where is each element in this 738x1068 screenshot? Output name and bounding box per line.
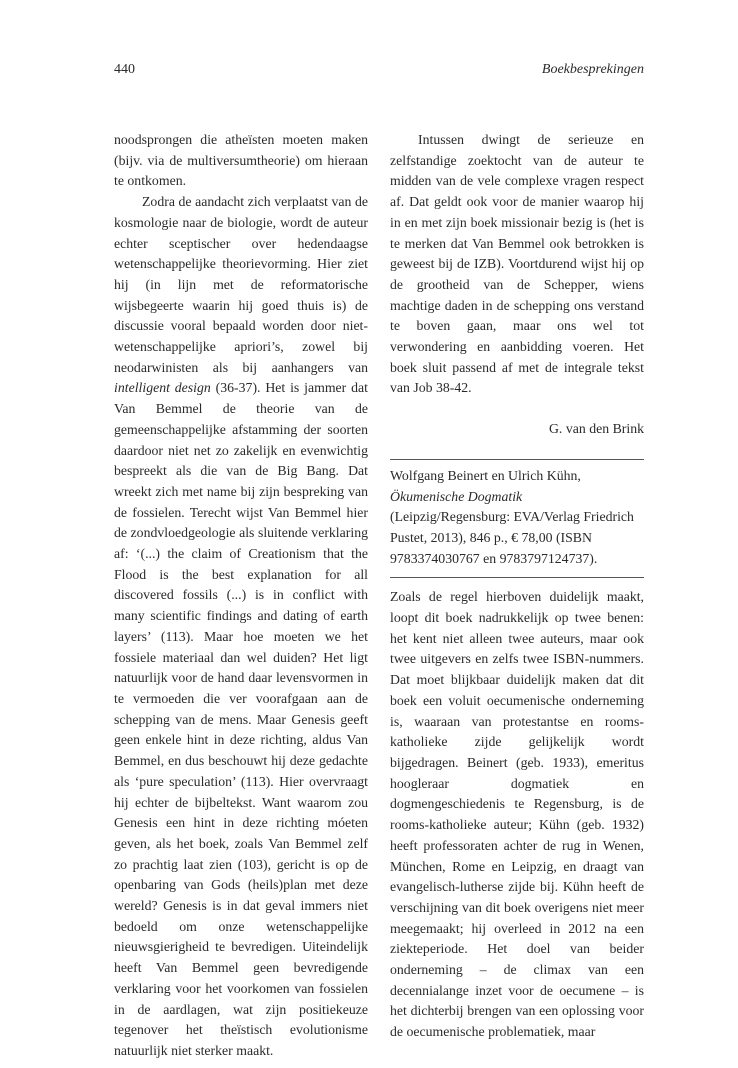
left-paragraph-2-part-b: (36-37). Het is jammer dat Van Bemmel de theorie van de gemeenschappelijke afstamming der soorten daardoor niet net zo zakelijk en evenwichtig bespreekt als die van de Big Bang. Dat wreekt zich met name bij zijn bespreking van de fossielen. Terecht wijst Van Bemmel hier de zondvloedgeologie als sluitende verklaring af: ‘(...) the claim of Creationism that the Flood is the best explanation for all discovered fossils (...) is in conflict with many scientific findings and dating of earth layers’ (113). Maar hoe moeten we het fossiele materiaal dan wel duiden? Het ligt natuurlijk voor de hand daar levensvormen in te vermoeden die ver voorafgaan aan de schepping van de mens. Maar Genesis geeft geen enkele hint in deze richting, aldus Van Bemmel, en dus beschouwt hij deze gedachte als ‘pure speculation’ (113). Hier overvraagt hij echter de bijbeltekst. Want waarom zou Genesis een hint in deze richting móeten geven, als het boek, zoals Van Bemmel zelf zo prachtig laat zien (103), gericht is op de openbaring van Gods (heils)plan met deze wereld? Genesis is in dat geval immers niet bedoeld om onze wetenschappelijke nieuwsgierigheid te bevredigen. Uiteindelijk heeft Van Bemmel geen bevredigende verklaring voor het voorkomen van fossielen in de aardlagen, wat zijn positiekeuze tegenover het theïstisch evolutionisme natuurlijk niet sterker maakt.: [114, 380, 368, 1058]
book-reference-bottom-rule: [390, 577, 644, 578]
intelligent-design-italic: intelligent design: [114, 380, 211, 396]
reviewer-signature: G. van den Brink: [548, 421, 644, 437]
left-paragraph-2: [114, 192, 368, 1062]
right-paragraph-2: Zoals de regel hierboven duidelijk maakt, loopt dit boek nadrukkelijk op twee benen: het kent niet alleen twee auteurs, maar ook twee uitgevers en zelfs twee ISBN-nummers. Dat moet blijkbaar duidelijk maken dat dit boek een voluit oecumenische onderneming is, waaraan van protestantse en rooms-katholieke zijde gelijkelijk wordt bijgedragen. Beinert (geb. 1933), emeritus hoogleraar dogmatiek en dogmengeschiedenis te Regensburg, is de rooms-katholieke auteur; Kühn (geb. 1932) heeft professoraten achter de rug in Wenen, München, Rome en Leipzig, en draagt van evangelisch-lutherse zijde bij. Kühn heeft de verschijning van dit boek overigens niet meer meegemaakt; hij overleed in 2012 na een ziekteperiode. Het doel van beider onderneming – de climax van een decennialange inzet voor de oecumene – is het dichterbij brengen van een oplossing voor de oecumenische problematiek, maar: [390, 589, 644, 1040]
left-column: [114, 130, 368, 1062]
book-reference-top-rule: [390, 459, 644, 460]
right-paragraph-1: Intussen dwingt de serieuze en zelfstandige zoektocht van de auteur te midden van de vele complexe vragen respect af. Dat geldt ook voor de manier waarop hij in en met zijn boek missionair bezig is (het is te merken dat Van Bemmel ook betrokken is geweest bij de IZB). Voortdurend wijst hij op de grootheid van de Schepper, wiens machtige daden in de schepping ons verstand te boven gaan, maar ons wel tot verwondering en aanbidding voeren. Het boek sluit passend af met de integrale tekst van Job 38-42.: [390, 132, 644, 396]
right-column: [390, 130, 644, 1043]
book-reference-authors: Wolfgang Beinert en Ulrich Kühn,: [390, 467, 581, 483]
book-reference-title: Ökumenische Dogmatik: [390, 488, 523, 504]
book-reference-details: (Leipzig/Regensburg: EVA/Verlag Friedrich Pustet, 2013), 846 p., € 78,00 (ISBN 9783374030767 en 9783797124737).: [390, 509, 634, 566]
left-paragraph-1: noodsprongen die atheïsten moeten maken (bijv. via de multiversumtheorie) om hieraan te ontkomen.: [114, 132, 368, 189]
left-paragraph-2-part-a: Zodra de aandacht zich verplaatst van de kosmologie naar de biologie, wordt de auteur echter sceptischer over hedendaagse wetenschappelijke theorievorming. Hier ziet hij (in lijn met de reformatorische wijsbegeerte waarin hij goed thuis is) de discussie vooral bepaald worden door niet-wetenschappelijke apriori’s, zowel bij neodarwinisten als bij aanhangers van: [114, 194, 368, 375]
page-number: 440: [114, 62, 135, 77]
running-head: Boekbesprekingen: [541, 62, 644, 77]
book-reference: [390, 466, 644, 570]
